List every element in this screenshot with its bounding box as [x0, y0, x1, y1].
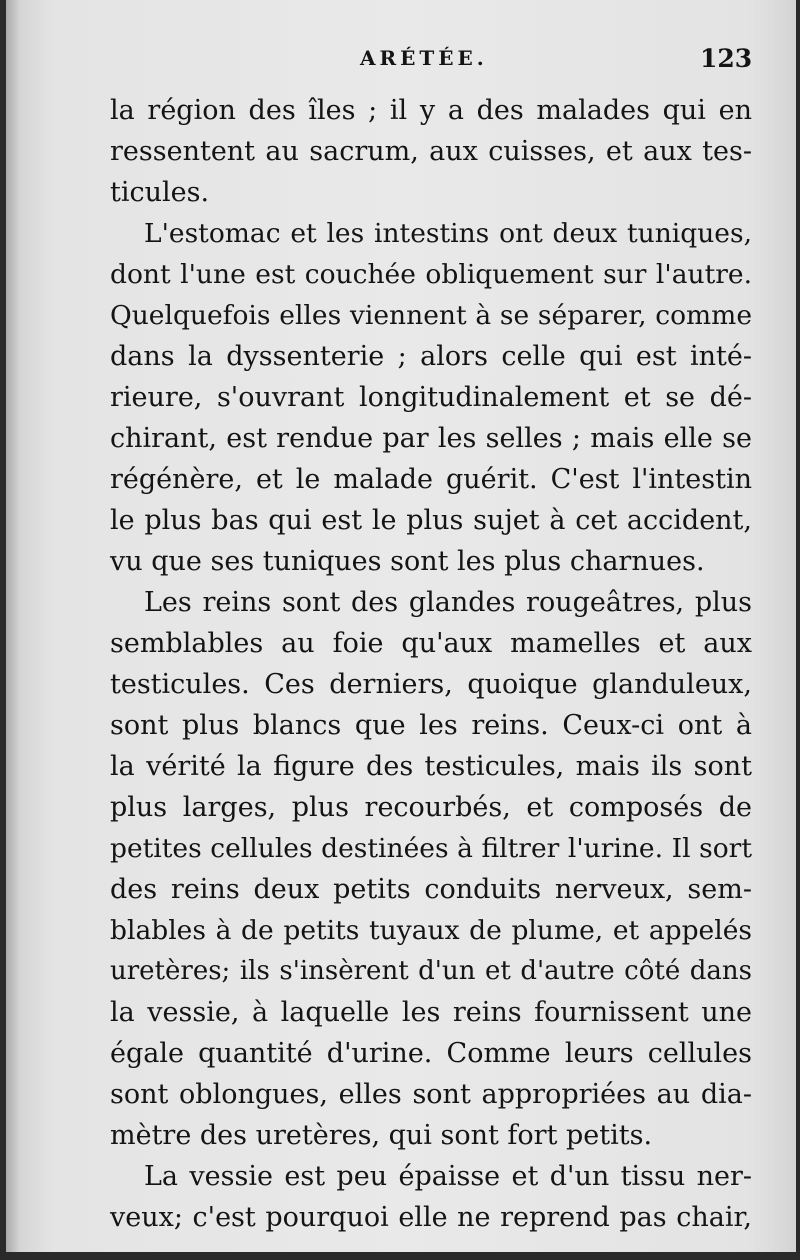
running-header	[6, 44, 796, 78]
header-title: ARÉTÉE.	[360, 46, 488, 70]
text-line: ticules.	[110, 177, 210, 208]
book-page	[6, 0, 796, 1252]
text-line: blables à de petits tuyaux de plume, et appelés	[110, 915, 752, 946]
text-line: régénère, et le malade guérit. C'est l'intestin	[110, 464, 752, 495]
text-line: testicules. Ces derniers, quoique glanduleux,	[110, 669, 752, 700]
text-line: uretères; ils s'insèrent d'un et d'autre côté dans	[110, 956, 752, 986]
text-line: la région des îles ; il y a des malades qui en	[110, 95, 752, 126]
text-line: rieure, s'ouvrant longitudinalement et se dé-	[110, 382, 752, 413]
text-line: petites cellules destinées à filtrer l'urine. Il sort	[110, 833, 752, 864]
text-line: veux; c'est pourquoi elle ne reprend pas chair,	[110, 1202, 752, 1233]
text-line: égale quantité d'urine. Comme leurs cellules	[110, 1038, 752, 1069]
text-line: dans la dyssenterie ; alors celle qui est inté-	[110, 341, 752, 372]
text-line: sont oblongues, elles sont appropriées au dia-	[110, 1079, 752, 1110]
page-number: 123	[700, 44, 753, 73]
text-line: des reins deux petits conduits nerveux, sem-	[110, 874, 752, 905]
body-text	[110, 90, 752, 1238]
text-line: la vérité la figure des testicules, mais ils sont	[110, 751, 752, 782]
paragraph-start-line: Les reins sont des glandes rougeâtres, plus	[144, 587, 752, 618]
text-line: dont l'une est couchée obliquement sur l'autre.	[110, 259, 752, 290]
text-line: sont plus blancs que les reins. Ceux-ci ont à	[110, 710, 752, 741]
text-line: chirant, est rendue par les selles ; mais elle se	[110, 423, 752, 454]
text-line: mètre des uretères, qui sont fort petits.	[110, 1120, 653, 1151]
text-line: ressentent au sacrum, aux cuisses, et aux tes-	[110, 136, 752, 167]
text-line: le plus bas qui est le plus sujet à cet accident,	[110, 505, 752, 536]
text-line: la vessie, à laquelle les reins fournissent une	[110, 997, 752, 1028]
text-line: Quelquefois elles viennent à se séparer, comme	[110, 300, 752, 331]
text-line: plus larges, plus recourbés, et composés de	[110, 792, 752, 823]
text-line: semblables au foie qu'aux mamelles et aux	[110, 628, 752, 659]
text-line: vu que ses tuniques sont les plus charnues.	[110, 546, 705, 577]
paragraph-start-line: La vessie est peu épaisse et d'un tissu ner-	[144, 1161, 752, 1192]
paragraph-start-line: L'estomac et les intestins ont deux tuniques,	[144, 218, 752, 249]
